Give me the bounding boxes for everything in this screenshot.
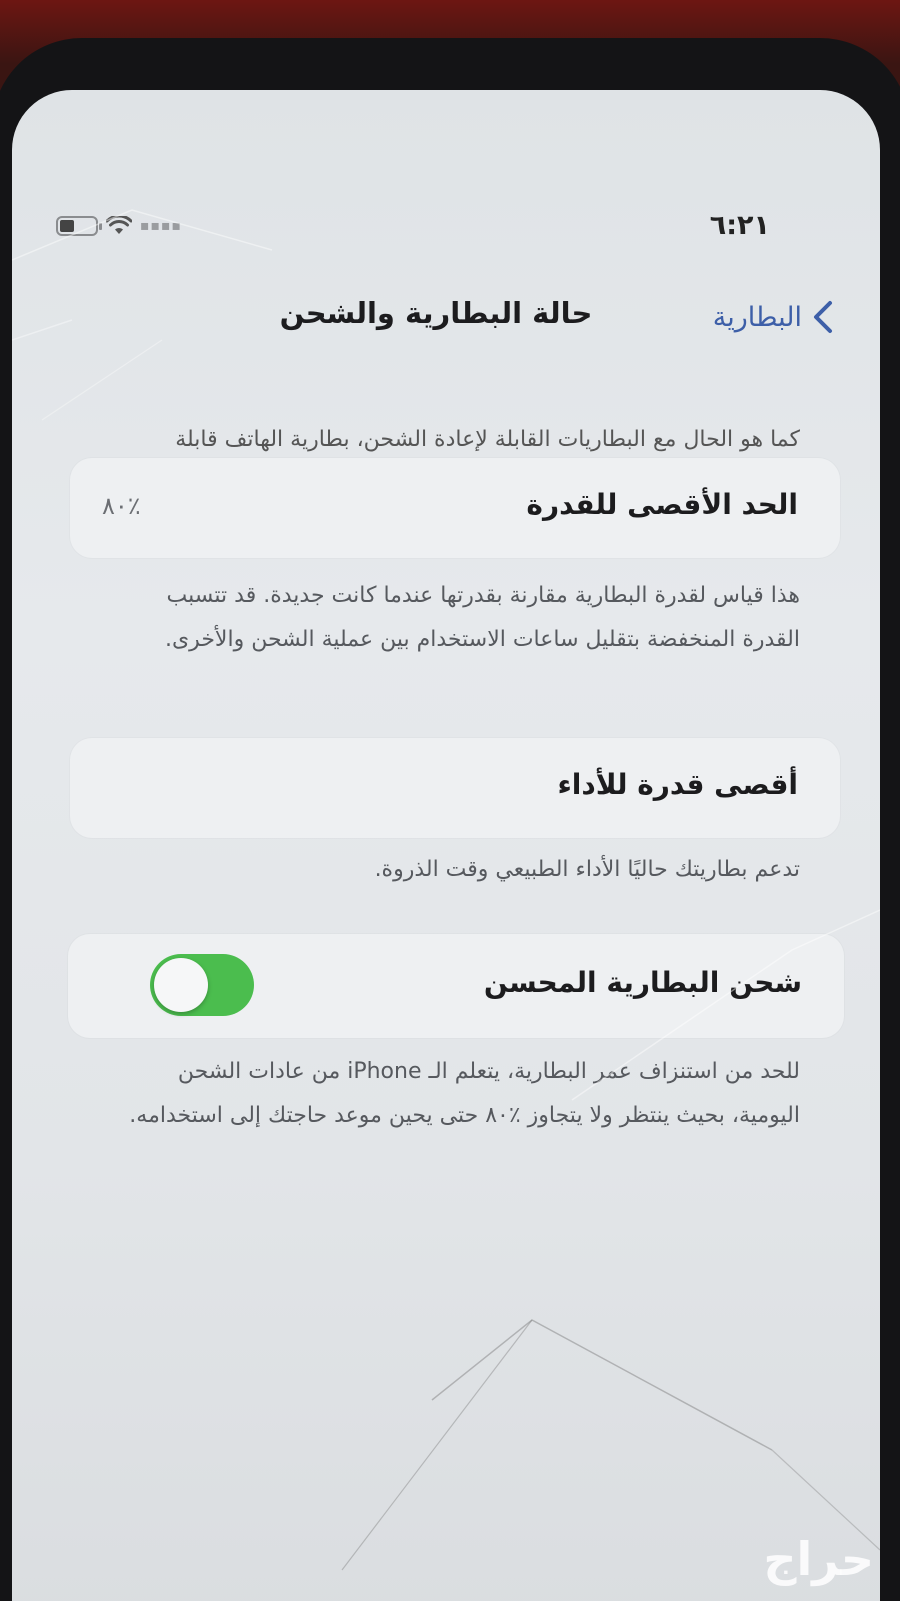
cellular-signal-icon: ▪▪▪▪ [140, 218, 182, 234]
battery-icon [56, 216, 98, 236]
maximum-capacity-description: هذا قياس لقدرة البطارية مقارنة بقدرتها عندما كانت جديدة. قد تتسبب القدرة المنخفضة بتقليل ساعات الاستخدام بين عملية الشحن والأخرى. [164, 583, 800, 652]
page-title: حالة البطارية والشحن [279, 296, 593, 330]
status-time: ٦:٢١ [709, 210, 770, 241]
status-icons [56, 216, 182, 236]
maximum-capacity-label: الحد الأقصى للقدرة [526, 488, 798, 521]
optimized-charging-cell [68, 934, 844, 1038]
wifi-icon [106, 216, 132, 236]
toggle-knob [154, 958, 208, 1012]
optimized-charging-label: شحن البطارية المحسن [483, 966, 802, 999]
maximum-capacity-value: ٪٨٠ [102, 492, 141, 520]
svg-text:حراج: حراج [763, 1532, 874, 1586]
optimized-charging-description: للحد من استنزاف عمر البطارية، يتعلم الـ iPhone من عادات الشحن اليومية، بحيث ينتظر ولا يتجاوز ٪٨٠ حتى يحين موعد حاجتك إلى استخدامه. [129, 1059, 800, 1128]
back-button-label: البطارية [712, 301, 802, 333]
optimized-charging-toggle[interactable] [150, 954, 254, 1016]
haraj-watermark-logo [662, 1527, 882, 1589]
maximum-capacity-cell [70, 458, 840, 558]
peak-performance-cell [70, 738, 840, 838]
phone-screen [12, 90, 880, 1601]
peak-performance-label: أقصى قدرة للأداء [557, 768, 798, 801]
peak-performance-description: تدعم بطاريتك حاليًا الأداء الطبيعي وقت الذروة. [374, 857, 800, 882]
intro-text: كما هو الحال مع البطاريات القابلة لإعادة الشحن، بطارية الهاتف قابلة [175, 427, 800, 452]
